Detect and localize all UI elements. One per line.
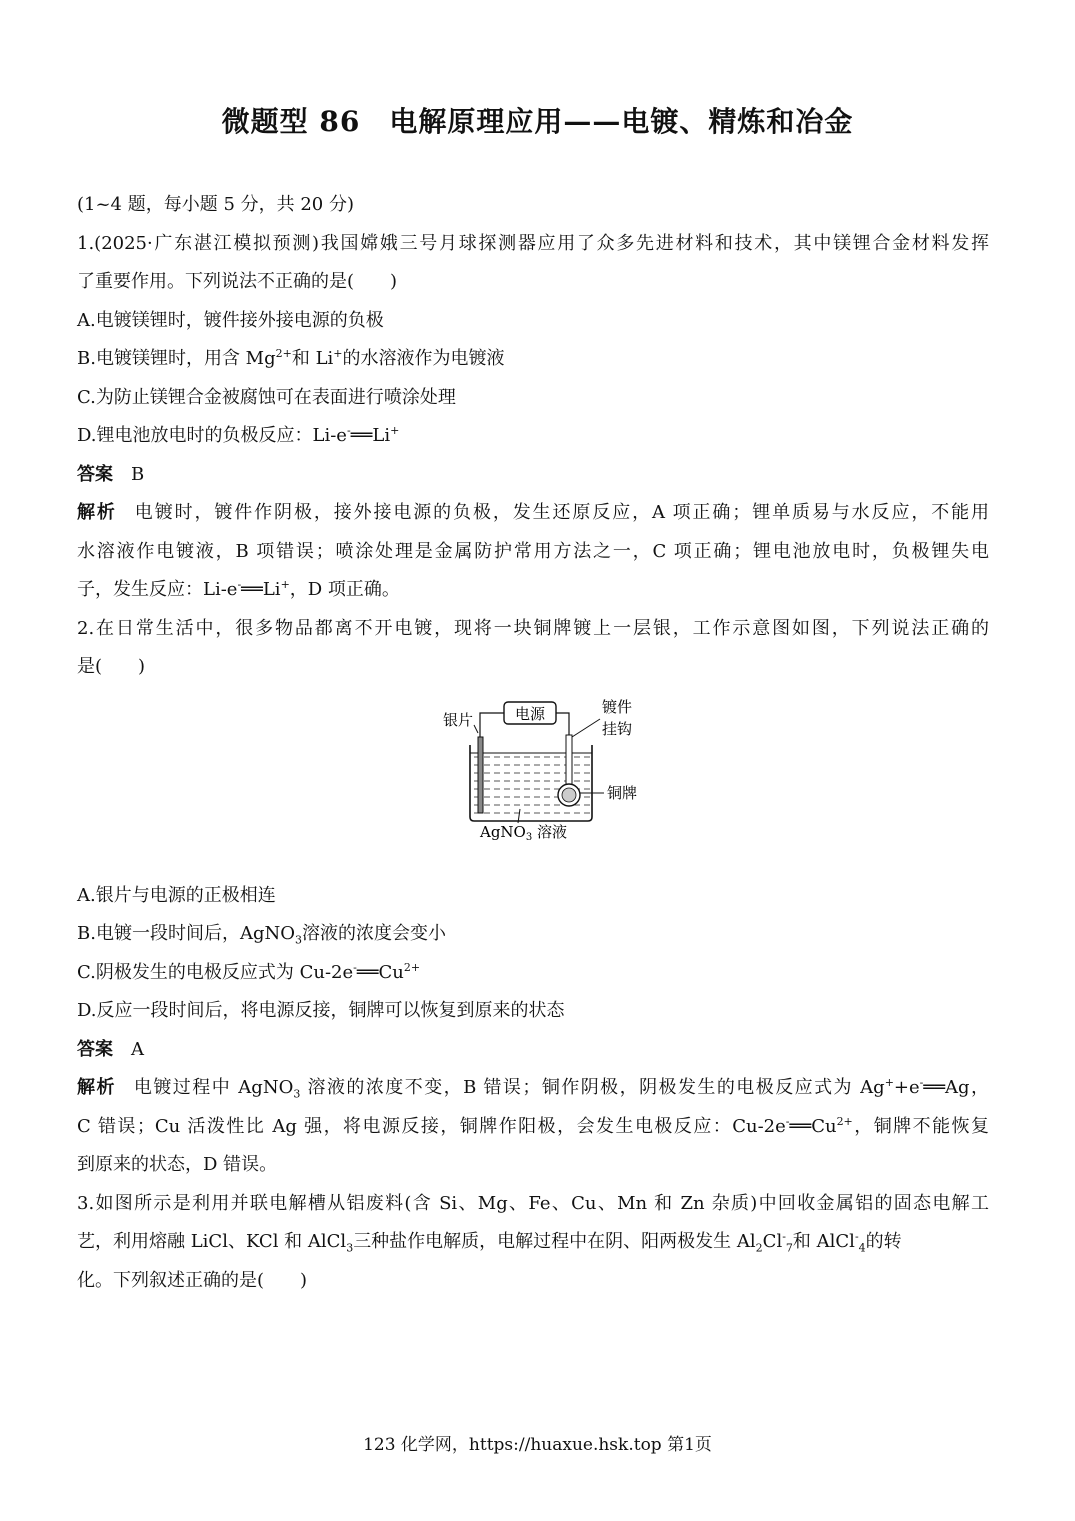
q2-option-b: B.电镀一段时间后，AgNO$_3$溶液的浓度会变小 [77,923,446,947]
analysis-label: 解析 [77,502,117,523]
answer-label: 答案 [77,1038,113,1060]
q1-option-a: A.电镀镁锂时，镀件接外接电源的负极 [77,309,384,331]
q1-option-c: C.为防止镁锂合金被腐蚀可在表面进行喷涂处理 [77,386,456,408]
q2-stem-line-1: 2.在日常生活中，很多物品都离不开电镀，现将一块铜牌镀上一层银，工作示意图如图，下列说法正确的 [77,617,989,639]
q2-stem-line-2: 是( ) [77,656,146,677]
electroplating-diagram [77,687,989,877]
q2-analysis-line-3: 到原来的状态，D 错误。 [77,1154,278,1175]
q1-stem-line-1: 1.(2025·广东湛江模拟预测)我国嫦娥三号月球探测器应用了众多先进材料和技术，其中镁锂合金材料发挥 [77,232,989,254]
q1-analysis-line-3: 子，发生反应：Li-e-══Li+，D 项正确。 [77,578,400,600]
answer-label: 答案 [77,463,113,485]
analysis-label: 解析 [77,1077,116,1098]
hook [566,735,572,787]
section-intro: (1~4 题，每小题 5 分，共 20 分) [77,194,354,215]
q2-option-c: C.阴极发生的电极反应式为 $Cu-2e^-══Cu^{2+}$ [77,960,421,983]
hook-label-2: 挂钩 [602,719,633,738]
answer-value: B [131,463,145,485]
wire-right [556,713,569,735]
silver-label: 银片 [442,710,474,729]
q3-stem-line-3: 化。下列叙述正确的是( ) [77,1269,308,1291]
page-footer: 123 化学网，https://huaxue.hsk.top 第1页 [363,1435,712,1455]
hook-label-1: 镀件 [602,697,633,716]
q2-option-d: D.反应一段时间后，将电源反接，铜牌可以恢复到原来的状态 [77,1000,565,1021]
q1-answer [77,456,989,495]
copper-label: 铜牌 [607,783,638,802]
q1-option-b: B.电镀镁锂时，用含 $Mg^{2+}$和 Li+的水溶液作为电镀液 [77,347,505,369]
q3-stem-line-1: 3.如图所示是利用并联电解槽从铝废料(含 Si、Mg、Fe、Cu、Mn 和 Zn 杂质)中回收金属铝的固态电解工 [77,1192,989,1214]
q3-stem-line-2: 艺，利用熔融 LiCl、KCl 和 AlCl$_3$三种盐作电解质，电解过程中在阴、阳两极发生 $Al_2Cl^-_7$和 AlCl-$_4$的转 [77,1230,902,1255]
question-content [77,186,989,1300]
q2-answer [77,1031,989,1070]
wire-left [480,713,504,737]
beaker [470,745,592,821]
q2-option-a: A.银片与电源的正极相连 [77,884,276,906]
q1-analysis-line-2: 水溶液作电镀液，B 项错误；喷涂处理是金属防护常用方法之一，C 项正确；锂电池放电时，负极锂失电 [77,540,989,562]
solution-label: AgNO$_3$ 溶液 [480,822,568,843]
q1-analysis-line-1: 解析 电镀时，镀件作阴极，接外接电源的负极，发生还原反应，A 项正确；锂单质易与水反应，不能用 [77,502,990,523]
q1-option-d: D.锂电池放电时的负极反应：Li-e-══Li+ [77,424,400,446]
silver-electrode [478,737,483,813]
q2-analysis-line-1: 解析 电镀过程中 AgNO$_3$ 溶液的浓度不变，B 错误；铜作阴极，阴极发生的电极反应式为 Ag++e-══Ag， [77,1076,990,1101]
q1-stem-line-2: 了重要作用。下列说法不正确的是( ) [77,271,398,292]
power-label: 电源 [514,704,546,723]
page-title: 微题型 86 电解原理应用——电镀、精炼和冶金 [221,105,854,138]
electroplating-svg [430,697,670,843]
q2-analysis-line-2: C 错误；Cu 活泼性比 Ag 强，将电源反接，铜牌作阳极，会发生电极反应：$Cu-2e^-══Cu^{2+}$，铜牌不能恢复 [77,1114,989,1137]
answer-value: A [131,1038,144,1060]
